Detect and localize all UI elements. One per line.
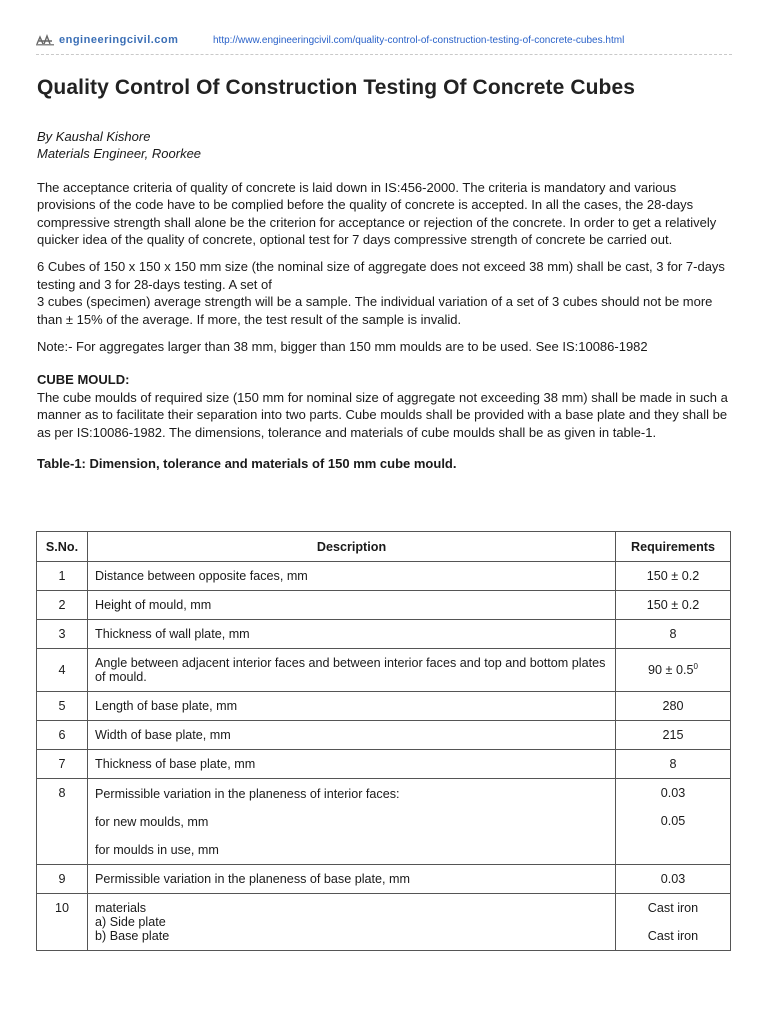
table-row	[37, 620, 731, 649]
row-description: Length of base plate, mm	[88, 692, 616, 721]
table-row	[37, 865, 731, 894]
row-description-line: for new moulds, mm	[95, 814, 209, 829]
note-text: Note:- For aggregates larger than 38 mm, bigger than 150 mm moulds are to be used. See IS:10086-1982	[37, 339, 648, 355]
author-name: By Kaushal Kishore	[37, 129, 151, 144]
row-requirement	[616, 649, 731, 692]
row-sno: 9	[37, 865, 88, 894]
col-header-description: Description	[88, 532, 616, 562]
row-description: Thickness of wall plate, mm	[88, 620, 616, 649]
table-row	[37, 591, 731, 620]
row-sno: 10	[37, 894, 88, 951]
row-description: Height of mould, mm	[88, 591, 616, 620]
table-row	[37, 750, 731, 779]
row-description-line: for moulds in use, mm	[95, 842, 219, 857]
author-block	[37, 128, 737, 163]
row-requirement: 8	[616, 750, 731, 779]
cube-mould-table	[36, 531, 731, 951]
row-requirement-line: 0.03	[660, 786, 686, 800]
table-header-row	[37, 532, 731, 562]
row-sno: 2	[37, 591, 88, 620]
row-requirement	[616, 894, 731, 951]
row-requirement: 280	[616, 692, 731, 721]
degree-superscript: 0	[693, 662, 698, 672]
paragraph-acceptance: The acceptance criteria of quality of concrete is laid down in IS:456-2000. The criteria is mandatory and various provisions of the code have to be complied before the quality of concrete is accepted. In all the cases, the 28-days compressive strength shall alone be the criterion for acceptance or rejection of the concrete. In order to get a relatively quicker idea of the quality of concrete, optional test for 7 days compressive strength of concrete be carried out.	[37, 179, 717, 248]
row-requirement: 215	[616, 721, 731, 750]
row-description-line: a) Side plate	[95, 915, 166, 929]
row-requirement: 150 ± 0.2	[616, 591, 731, 620]
table-row	[37, 562, 731, 591]
row-sno: 1	[37, 562, 88, 591]
table-row	[37, 649, 731, 692]
row-requirement-line: Cast iron	[647, 929, 699, 943]
row-requirement-line: 0.05	[660, 814, 686, 828]
table-row	[37, 692, 731, 721]
section-text: The cube moulds of required size (150 mm for nominal size of aggregate not exceeding 38 mm) shall be made in such a manner as to facilitate their separation into two parts. Cube moulds shall be provided with a base plate and they shall be as per IS:10086-1982. The dimensions, tolerance and materials of cube moulds shall be as given in table-1.	[37, 389, 728, 440]
row-sno: 5	[37, 692, 88, 721]
page-header	[0, 0, 768, 60]
section-title: CUBE MOULD:	[37, 372, 130, 388]
page-title: Quality Control Of Construction Testing Of Concrete Cubes	[37, 76, 635, 99]
table-row	[37, 894, 731, 951]
table-row	[37, 779, 731, 865]
col-header-requirements: Requirements	[616, 532, 731, 562]
row-description	[88, 894, 616, 951]
paragraph-cubes	[37, 258, 737, 328]
row-sno: 7	[37, 750, 88, 779]
row-sno: 6	[37, 721, 88, 750]
paragraph-cubes-b: 3 cubes (specimen) average strength will be a sample. The individual variation of a set of 3 cubes should not be more than ± 15% of the average. If more, the test result of the sample is invalid.	[37, 294, 713, 327]
row-sno: 4	[37, 649, 88, 692]
row-description: Thickness of base plate, mm	[88, 750, 616, 779]
article-body	[37, 128, 737, 487]
row-sno: 8	[37, 779, 88, 865]
author-role: Materials Engineer, Roorkee	[37, 146, 202, 162]
row-requirement-value: 90 ± 0.5	[648, 663, 694, 678]
row-requirement: 8	[616, 620, 731, 649]
header-divider	[36, 54, 732, 55]
row-description-line: Permissible variation in the planeness of interior faces:	[95, 786, 400, 801]
site-name: engineeringcivil.com	[59, 34, 179, 46]
table-caption: Table-1: Dimension, tolerance and materials of 150 mm cube mould.	[37, 456, 457, 472]
row-description-line: materials	[95, 901, 147, 915]
row-requirement-line: Cast iron	[647, 901, 699, 915]
row-description: Width of base plate, mm	[88, 721, 616, 750]
row-requirement: 150 ± 0.2	[616, 562, 731, 591]
row-requirement	[616, 779, 731, 865]
row-description	[88, 779, 616, 865]
row-description-line: b) Base plate	[95, 929, 170, 943]
col-header-sno: S.No.	[37, 532, 88, 562]
table-row	[37, 721, 731, 750]
row-requirement: 0.03	[616, 865, 731, 894]
page-url-link[interactable]: http://www.engineeringcivil.com/quality-control-of-construction-testing-of-concrete-cubes.html	[213, 35, 625, 46]
row-description: Distance between opposite faces, mm	[88, 562, 616, 591]
row-description: Permissible variation in the planeness of base plate, mm	[88, 865, 616, 894]
row-description: Angle between adjacent interior faces and between interior faces and top and bottom plates of mould.	[88, 649, 616, 692]
bridge-logo-icon	[36, 34, 54, 46]
site-logo[interactable]	[36, 34, 178, 46]
row-sno: 3	[37, 620, 88, 649]
paragraph-cubes-a: 6 Cubes of 150 x 150 x 150 mm size (the nominal size of aggregate does not exceed 38 mm) shall be cast, 3 for 7-days testing and 3 for 28-days testing. A set of	[37, 259, 725, 292]
